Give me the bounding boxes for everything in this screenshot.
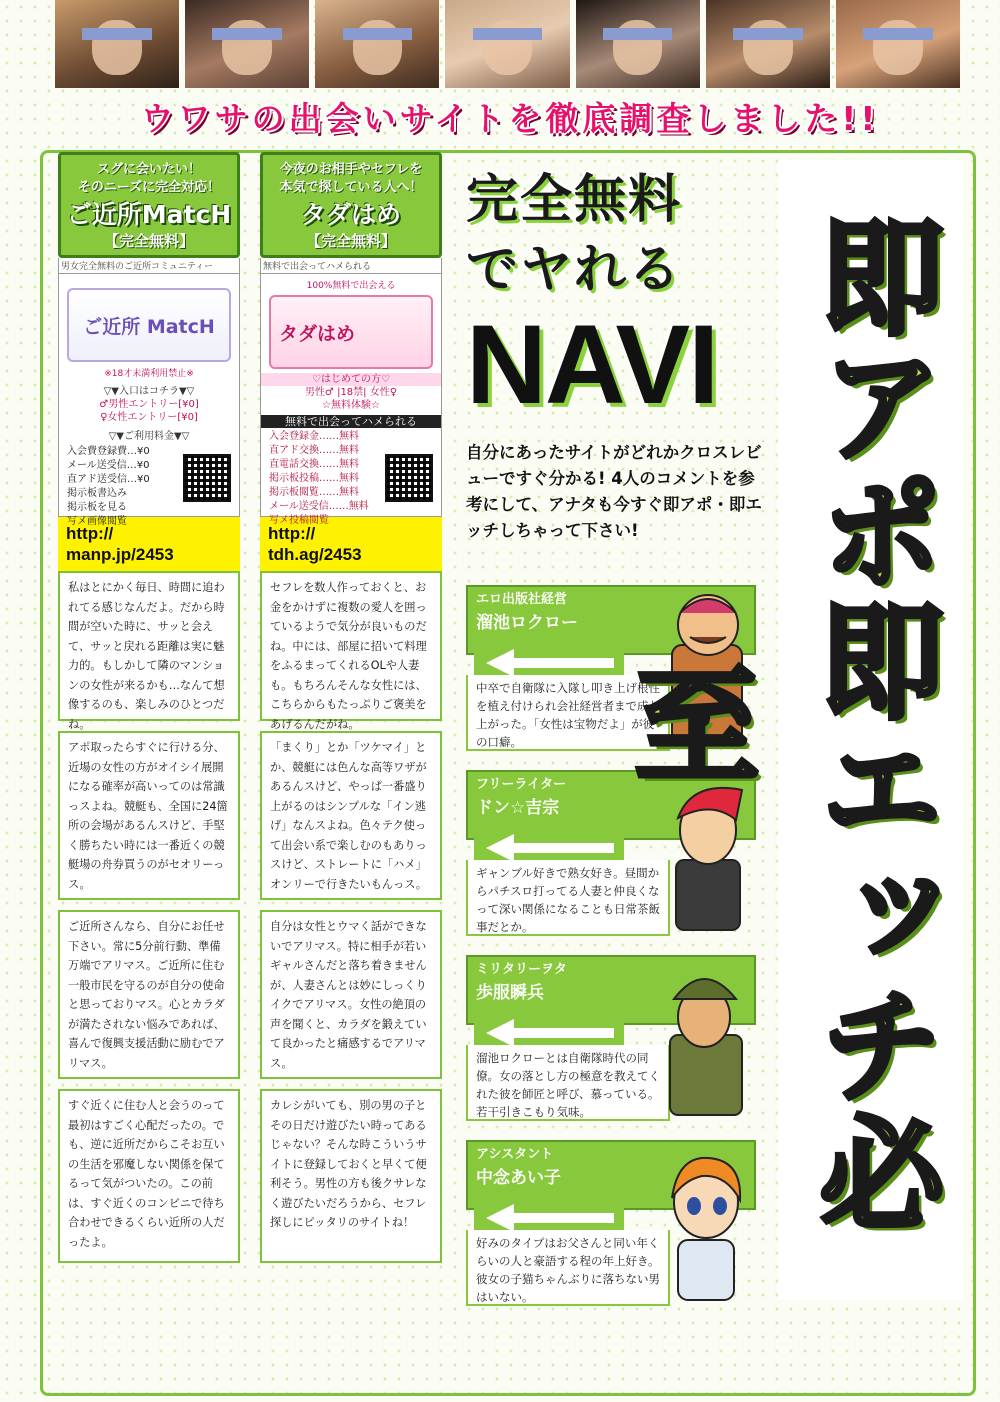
site-screenshot — [260, 258, 442, 526]
model-photo — [315, 0, 439, 88]
persona-card — [466, 770, 756, 950]
fee-item: 掲示板書込み — [67, 488, 127, 499]
assistant-girl-character-icon — [652, 1140, 756, 1300]
review-comment: カレシがいても、別の男の子とその日だけ遊びたい時ってあるじゃない？そんな時こういうサイトに登録しておくと早くて便利そう。男性の方も後クサレなく遊びたいだろうから、セフレ探しにピッタリのサイトね！ — [260, 1089, 442, 1263]
review-comment: すぐ近くに住む人と会うのって最初はすごく心配だったの。でも、逆に近所だからこそお互いの生活を邪魔しない関係を保てるって気がついたの。この前は、すぐ近くのコンビニで待ち合わせできるくらい近所の人だったよ。 — [58, 1089, 240, 1263]
site-header — [260, 152, 442, 258]
review-comment: セフレを数人作っておくと、お金をかけずに複数の愛人を囲っているようで気分が良いものだね。中には、部屋に招いて料理をふるまってくれるOLや人妻も。もちろんそんな女性には、こちらからもたっぷりご褒美をあげるんだがね。 — [260, 571, 442, 721]
fee-heading: 無料で出会ってハメられる — [261, 415, 441, 428]
model-photo — [445, 0, 569, 88]
review-comment: 私はとにかく毎日、時間に追われてる感じなんだよ。だから時間が空いた時に、サッと会えて、サッと戻れる距離は実に魅力的。もしかして隣のマンションの女性が来るかも…なんて想像するのも、楽しみのひとつだね。 — [58, 571, 240, 721]
eye-censor-bar — [212, 28, 282, 40]
persona-name: ドン☆吉宗 — [476, 798, 560, 818]
fee-item: 掲示板投稿……無料 — [269, 473, 359, 484]
fee-item: 直アド送受信…¥0 — [67, 474, 150, 485]
site-free-label: 【完全無料】 — [305, 232, 396, 250]
site-header — [58, 152, 240, 258]
url-path: manp.jp/2453 — [66, 545, 174, 564]
screenshot-banner: 無料で出会ってハメられる — [261, 258, 441, 274]
review-comment: アポ取ったらすぐに行ける分、近場の女性の方がオイシイ展開になる確率が高いってのは常識っスよね。競艇も、全国に24箇所の会場があるんスけど、手堅く勝ちたい時には一番近くの競艇場の舟券買うのがセオリーっス。 — [58, 731, 240, 900]
eye-censor-bar — [733, 28, 803, 40]
persona-name: 溜池ロクロー — [476, 613, 578, 633]
fee-item: 掲示板を見る — [67, 502, 127, 513]
navi-title-line: でヤれる — [466, 240, 683, 300]
url-path: tdh.ag/2453 — [268, 545, 362, 564]
site-name: タダはめ — [300, 200, 401, 229]
site-tagline: そのニーズに完全対応！ — [77, 180, 221, 195]
fee-item: 直アド交換……無料 — [269, 445, 359, 456]
site-tagline: スグに会いたい！ — [96, 162, 201, 177]
model-photo — [706, 0, 830, 88]
qr-code-icon — [385, 454, 433, 502]
url-scheme: http:// — [268, 524, 316, 543]
review-comment: ご近所さんなら、自分にお任せ下さい。常に5分前行動、準備万端でアリマス。ご近所に住む一般市民を守るのが自分の使命と思っておりマス。心とカラダが満たされない悩みであれば、喜んで復興支援活動に励むでアリマス。 — [58, 910, 240, 1079]
model-photo — [576, 0, 700, 88]
fee-item: 写メ画像閲覧 — [67, 516, 127, 527]
site-free-label: 【完全無料】 — [103, 232, 194, 250]
navi-title-line: NAVI — [466, 302, 718, 427]
review-comment: 「まくり」とか「ツケマイ」とか、競艇には色んな高等ワザがあるんスけど、やっぱ一番盛り上がるのはシンプルな「イン逃げ」なんスよね。色々テク使って出会い系で楽しむのもありっスけど、ストレートに「ハメ」オンリーで行きたいもんっス。 — [260, 731, 442, 900]
eye-censor-bar — [603, 28, 673, 40]
navi-title-line: 完全無料 — [466, 170, 683, 230]
eye-censor-bar — [82, 28, 152, 40]
qr-code-icon — [183, 454, 231, 502]
site-column-1 — [58, 152, 240, 1263]
url-scheme: http:// — [66, 524, 114, 543]
entry-heading: ▽▼入口はコチラ▼▽ — [103, 386, 195, 397]
model-photo — [185, 0, 309, 88]
site-tagline: 本気で探している人へ！ — [279, 180, 423, 195]
fee-item: メール送受信……無料 — [269, 501, 369, 512]
vertical-catchphrase-text: 即アポ即エッチ必至 — [614, 213, 943, 1237]
site-tagline: 今夜のお相手やセフレを — [279, 162, 423, 177]
persona-role: ミリタリーヲタ — [476, 962, 567, 977]
writer-character-icon — [652, 770, 756, 930]
fee-item: 掲示板閲覧……無料 — [269, 487, 359, 498]
persona-card — [466, 1140, 756, 1320]
site-screenshot — [58, 258, 240, 527]
eye-censor-bar — [343, 28, 413, 40]
review-comment: 自分は女性とウマく話ができないでアリマス。特に相手が若いギャルさんだと落ち着きませんが、人妻さんとは妙にしっくりイクでアリマス。女性の絶頂の声を聞くと、カラダを鍛えていて良かったと痛感するでアリマス。 — [260, 910, 442, 1079]
age-notice: ※18才未満利用禁止※ — [104, 369, 194, 379]
persona-bio: 好みのタイプはお父さんと同い年くらいの人と豪語する程の年上好き。彼女の子猫ちゃんぶりに落ちない男はいない。 — [466, 1230, 670, 1306]
persona-bio: 溜池ロクローとは自衛隊時代の同僚。女の落とし方の極意を教えてくれた彼を師匠と呼び、慕っている。若干引きこもり気味。 — [466, 1045, 670, 1121]
persona-card — [466, 955, 756, 1135]
site-column-2 — [260, 152, 442, 1263]
entry-heading: ♡はじめての方♡ — [261, 373, 441, 386]
fee-item: 入会費登録費…¥0 — [67, 446, 150, 457]
entry-link[interactable]: ♀女性エントリー[¥0] — [100, 412, 198, 423]
model-photo — [55, 0, 179, 88]
entry-link[interactable]: ☆無料体験☆ — [322, 400, 380, 411]
persona-role: アシスタント — [476, 1147, 554, 1162]
site-logo: ご近所 MatcH — [67, 288, 231, 362]
persona-name: 中念あい子 — [476, 1168, 561, 1188]
site-logo: タダはめ — [269, 295, 433, 369]
entry-link[interactable]: ♂男性エントリー[¥0] — [99, 399, 199, 410]
screenshot-banner: 男女完全無料のご近所コミュニティー — [59, 258, 239, 274]
fee-heading: ▽▼ご利用料金▼▽ — [108, 431, 190, 442]
fee-item: メール送受信…¥0 — [67, 460, 150, 471]
persona-bio: 中卒で自衛隊に入隊し叩き上げ根性を植え付けられ会社経営者まで成り上がった。「女性は宝物だよ」が彼の口癖。 — [466, 675, 670, 751]
fee-item: 入会登録金……無料 — [269, 431, 359, 442]
persona-name: 歩服瞬兵 — [476, 983, 544, 1003]
intro-text: 自分にあったサイトがどれかクロスレビューですぐ分かる! 4人のコメントを参考にして、アナタも今すぐ即アポ・即エッチしちゃって下さい! — [466, 443, 762, 540]
eye-censor-bar — [473, 28, 543, 40]
persona-bio: ギャンブル好きで熟女好き。昼間からパチスロ打ってる人妻と仲良くなって深い関係になることも日常茶飯事だとか。 — [466, 860, 670, 936]
persona-role: フリーライター — [476, 777, 567, 792]
fee-item: 直電話交換……無料 — [269, 459, 359, 470]
site-name: ご近所MatcH — [66, 200, 232, 229]
navi-title — [466, 165, 766, 425]
persona-role: エロ出版社経営 — [476, 592, 568, 607]
soldier-character-icon — [652, 955, 756, 1115]
page-headline: ウワサの出会いサイトを徹底調査しました!! — [140, 98, 880, 138]
eye-censor-bar — [863, 28, 933, 40]
photo-strip — [55, 0, 960, 88]
screenshot-note: 100%無料で出会える — [306, 281, 396, 291]
model-photo — [836, 0, 960, 88]
entry-link[interactable]: 男性♂ |18禁| 女性♀ — [304, 387, 398, 398]
fee-item: 写メ投稿閲覧 — [269, 515, 329, 526]
